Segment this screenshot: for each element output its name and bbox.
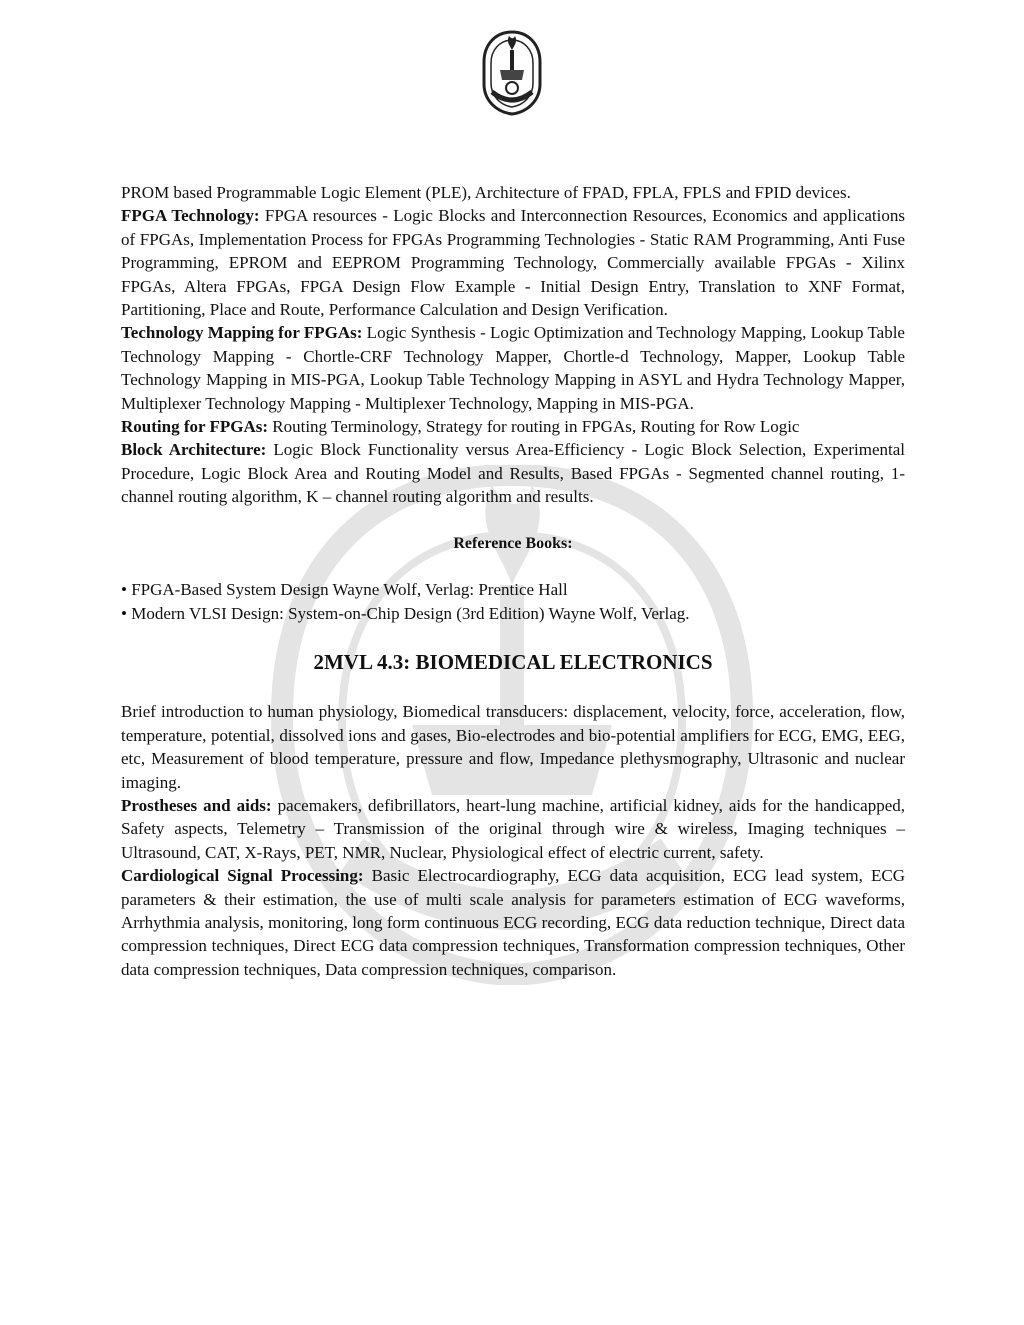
body-paragraph: Cardiological Signal Processing: Basic Electrocardiography, ECG data acquisition, ECG lead system, ECG parameters & their estimation, the use of multi scale analysis for parameters estimation of ECG waveforms, Arrhythmia analysis, monitoring, long form continuous ECG recording, ECG data reduction technique, Direct data compression techniques, Direct ECG data compression techniques, Transformation compression techniques, Other data compression techniques, Data compression techniques, comparison. [121,866,905,979]
body-paragraph: PROM based Programmable Logic Element (PLE), Architecture of FPAD, FPLA, FPLS and FPID devices. [121,183,851,202]
body-paragraph: FPGA Technology: FPGA resources - Logic Blocks and Interconnection Resources, Economics and applications of FPGAs, Implementation Process for FPGAs Programming Technologies - Static RAM Programming, Anti Fuse Programming, EPROM and EEPROM Programming Technology, Commercially available FPGAs - Xilinx FPGAs, Altera FPGAs, FPGA Design Flow Example - Initial Design Entry, Translation to XNF Format, Partitioning, Place and Route, Performance Calculation and Design Verification. [121,206,905,320]
body-paragraph: Prostheses and aids: pacemakers, defibrillators, heart-lung machine, artificial kidney, aids for the handicapped, Safety aspects, Telemetry – Transmission of the original through wire & wireless, Imaging techniques – Ultrasound, CAT, X-Rays, PET, NMR, Nuclear, Physiological effect of electric current, safety. [121,795,905,862]
body-paragraph: Block Architecture: Logic Block Functionality versus Area-Efficiency - Logic Block Selection, Experimental Procedure, Logic Block Area and Routing Model and Results, Based FPGAs - Segmented channel routing, 1-channel routing algorithm, K – channel routing algorithm and results. [121,440,905,507]
reference-item: • FPGA-Based System Design Wayne Wolf, Verlag: Prentice Hall [121,580,568,600]
reference-books-heading: Reference Books: [453,534,573,552]
body-paragraph: Brief introduction to human physiology, Biomedical transducers: displacement, velocity, force, acceleration, flow, temperature, potential, dissolved ions and gases, Bio-electrodes and bio-potential amplifiers for ECG, EMG, EEG, etc, Measurement of blood temperature, pressure and flow, Impedance plethysmography, Ultrasonic and nuclear imaging. [121,702,905,792]
university-logo [476,26,548,118]
section-title: 2MVL 4.3: BIOMEDICAL ELECTRONICS [313,649,713,674]
body-paragraph: Routing for FPGAs: Routing Terminology, Strategy for routing in FPGAs, Routing for Row Logic [121,417,800,437]
body-paragraph: Technology Mapping for FPGAs: Logic Synthesis - Logic Optimization and Technology Mapping, Lookup Table Technology Mapping - Chortle-CRF Technology Mapper, Chortle-d Technology, Mapper, Lookup Table Technology Mapping in MIS-PGA, Lookup Table Technology Mapping in ASYL and Hydra Technology Mapper, Multiplexer Technology Mapping - Multiplexer Technology, Mapping in MIS-PGA. [121,323,905,413]
reference-item: • Modern VLSI Design: System-on-Chip Design (3rd Edition) Wayne Wolf, Verlag. [121,603,690,623]
document-body [121,181,905,981]
